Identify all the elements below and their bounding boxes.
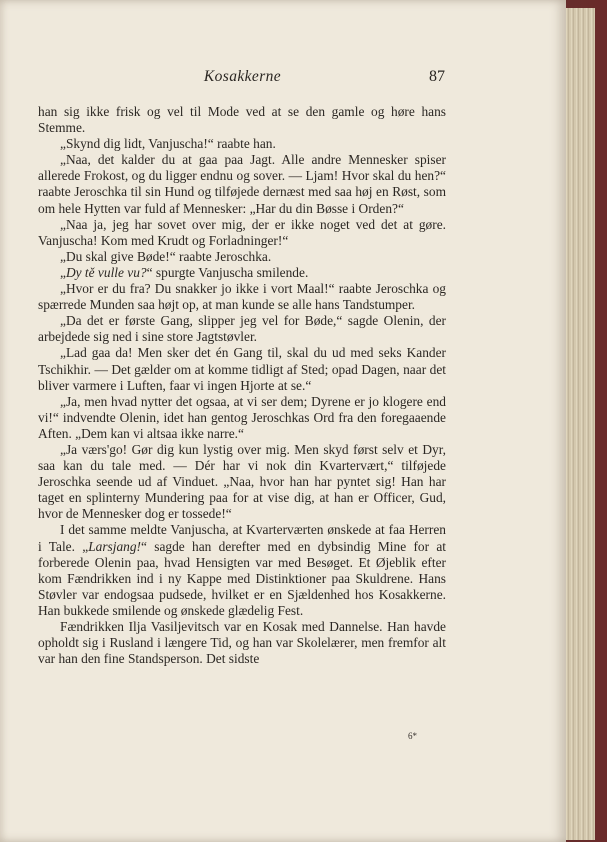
paragraph-11: „Ja værs'go! Gør dig kun lystig over mig. Men skyd først selv et Dyr, saa kan du tale med. — Dér har vi nok din Kvartervært,“ tilføjede Jeroschka seende ud af Vinduet. „Naa, hvor han har pyntet sig! Han har taget en splinterny Mundering paa for at vise dig, at han er Officer, Gud, hvor de Mennesker dog er tossede!“ (38, 441, 446, 522)
paragraph-12-start: I det samme meldte Vanjuscha, at Kvarterværten ønskede at faa Herren i Tale. „ (38, 522, 446, 554)
signature-mark: 6* (408, 731, 417, 741)
body-text (38, 104, 446, 667)
paragraph-8: „Da det er første Gang, slipper jeg vel for Bøde,“ sagde Olenin, der arbejdede sig ned i sine store Jagtstøvler. (38, 313, 446, 345)
italic-phrase: Dy tě vulle vu? (65, 264, 147, 280)
running-title: Kosakkerne (203, 68, 282, 85)
paragraph-13: Fændrikken Ilja Vasiljevitsch var en Kosak med Dannelse. Han havde opholdt sig i Rusland i længere Tid, og han var Skolelærer, men fremfor alt var han den fine Standsperson. Det sidste (38, 619, 446, 667)
italic-word: Larsjang! (88, 538, 142, 554)
paragraph-7: „Hvor er du fra? Du snakker jo ikke i vort Maal!“ raabte Jeroschka og spærrede Munden saa højt op, at man kunde se alle hans Tandstumper. (38, 281, 446, 313)
paragraph-5: „Du skal give Bøde!“ raabte Jeroschka. (60, 248, 272, 264)
paragraph-3: „Naa, det kalder du at gaa paa Jagt. Alle andre Mennesker spiser allerede Frokost, og du ligger endnu og sover. — Ljam! Hvor skal du hen?“ raabte Jeroschka til sin Hund og tilføjede dernæst med saa høj en Røst, som om hele Hytten var fuld af Mennesker: „Har du din Bøsse i Orden?“ (38, 152, 446, 216)
paragraph-10: „Ja, men hvad nytter det ogsaa, at vi ser dem; Dyrene er jo klogere end vi!“ indvendte Olenin, idet han gentog Jeroschkas Ord fra den foregaaende Aften. „Dem kan vi altsaa ikke narre.“ (38, 393, 446, 441)
paragraph-4: „Naa ja, jeg har sovet over mig, der er ikke noget ved det at gøre. Vanjuscha! Kom med Krudt og Forladninger!“ (38, 216, 446, 248)
page-number: 87 (429, 68, 445, 85)
paragraph-1: han sig ikke frisk og vel til Mode ved at se den gamle og høre hans Stemme. (38, 104, 446, 136)
page-header (40, 68, 445, 90)
paragraph-6 (38, 265, 446, 281)
paragraph-2: „Skynd dig lidt, Vanjuscha!“ raabte han. (60, 136, 276, 152)
quote-open: „ (60, 264, 66, 280)
paragraph-9: „Lad gaa da! Men sker det én Gang til, skal du ud med seks Kander Tschikhir. — Det gælder om at komme tidligt af Sted; opad Dagen, naar det bliver varmere i Luften, faar vi ingen Hjorte at se.“ (38, 345, 446, 393)
paragraph-12-end: “ sagde han derefter med en dybsindig Mine for at forberede Olenin paa, hvad Hensigten var med Besøget. Et Øjeblik efter kom Fændrikken ind i ny Kappe med Distinktioner paa Skuldrene. Hans Støvler var endogsaa pudsede, hvilket er en Sjældenhed hos Kosakkerne. Han bukkede smilende og ønskede glædelig Fest. (38, 538, 446, 618)
paragraph-6-rest: “ spurgte Vanjuscha smilende. (146, 264, 309, 280)
paragraph-12 (38, 522, 446, 619)
